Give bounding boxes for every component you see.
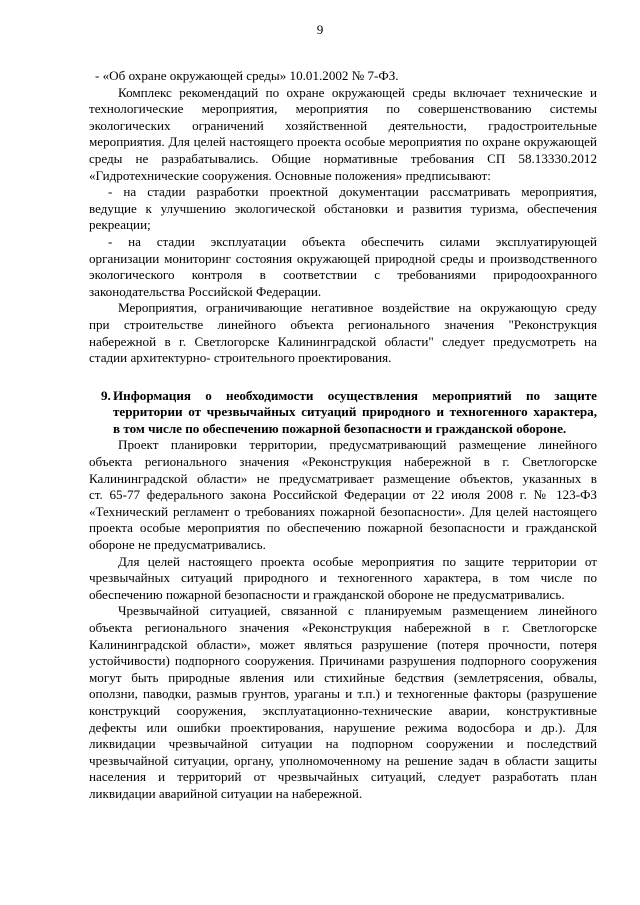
text-line: Калининградской области» не предусматривает размещение объектов, указанных в — [89, 470, 597, 486]
text-line: Мероприятия, ограничивающие негативное воздействие на окружающую среду — [118, 300, 597, 316]
text-line: «Технический регламент о требованиях пожарной безопасности». Для целей настоящего — [89, 503, 597, 519]
text-line: «Гидротехнические сооружения. Основные положения» предписывают: — [89, 167, 491, 183]
text-line: экологических ограничений хозяйственной деятельности, градостроительные — [89, 117, 597, 133]
text-line: Калининградской области», может являться разрушение (потеря прочности, потеря — [89, 636, 597, 652]
paragraph — [89, 300, 597, 366]
text-line: дефекты или ошибки проектирования, нарушение режима водосбора и др.). Для — [89, 719, 597, 735]
text-line: рекреации; — [89, 217, 151, 233]
text-line: конструкций сооружения, эксплуатационно-технические аварии, конструктивные — [89, 702, 597, 718]
text-line: Для целей настоящего проекта особые мероприятия по защите территории от — [118, 553, 597, 569]
text-line: ст. 65-77 федерального закона Российской Федерации от 22 июля 2008 г. № 123-ФЗ — [89, 487, 597, 503]
paragraph — [89, 554, 597, 604]
text-line: законодательства Российской Федерации. — [89, 283, 322, 299]
text-line: технологические мероприятия, мероприятия по совершенствованию системы — [89, 101, 597, 117]
text-line: набережной в г. Светлогорске Калининградской области" следует предусмотреть на — [89, 333, 597, 349]
heading-line: Информация о необходимости осуществления мероприятий по защите — [113, 387, 597, 403]
text-line: - на стадии эксплуатации объекта обеспечить силами эксплуатирующей — [108, 233, 597, 249]
text-line: среды не разрабатывались. Общие нормативные требования СП 58.13330.2012 — [89, 150, 597, 166]
section-number: 9. — [101, 387, 111, 403]
text-line: обеспечению пожарной безопасности и гражданской обороне не предусматривались. — [89, 586, 565, 602]
text-line: устойчивости) подпорного сооружения. Причинами разрушения подпорного сооружения — [89, 653, 597, 669]
law-reference: - «Об охране окружающей среды» 10.01.2002 № 7-ФЗ. — [95, 68, 399, 83]
text-line: чрезвычайных ситуаций природного и техногенного характера, в том числе по — [89, 570, 597, 586]
text-line: объекта регионального значения «Реконструкция набережной в г. Светлогорске — [89, 454, 597, 470]
text-line: при строительстве линейного объекта регионального значения "Реконструкция — [89, 316, 597, 332]
paragraph — [89, 85, 597, 185]
page-body — [89, 68, 597, 803]
list-item — [89, 184, 597, 234]
text-line: ликвидации чрезвычайной ситуации на подпорном сооружении и последствий — [89, 736, 597, 752]
text-line: могут быть природные явления или стихийные бедствия (землетрясения, обвалы, — [89, 669, 597, 685]
text-line: проекта особые мероприятия по обеспечению пожарной безопасности и гражданской — [89, 520, 597, 536]
text-line: населения и территорий от чрезвычайных ситуаций, следует разработать план — [89, 769, 597, 785]
section-heading — [89, 388, 597, 438]
text-line: Проект планировки территории, предусматривающий размещение линейного — [118, 437, 597, 453]
text-line: ведущие к улучшению экологической обстановки и развития туризма, обеспечения — [89, 200, 597, 216]
section-body — [89, 437, 597, 802]
section-title — [113, 388, 597, 438]
text-line: Комплекс рекомендаций по охране окружающей среды включает технические и — [118, 84, 597, 100]
page-number: 9 — [316, 22, 324, 37]
text-line: стадии архитектурно- строительного проектирования. — [89, 350, 392, 366]
list-item — [89, 234, 597, 300]
environmental-measures-section — [89, 85, 597, 367]
text-line: ликвидации аварийной ситуации на набережной. — [89, 785, 363, 801]
text-line: Чрезвычайной ситуацией, связанной с планируемым размещением линейного — [118, 603, 597, 619]
text-line: оползни, паводки, размыв грунтов, ураганы и т.п.) и техногенные факторы (разрушение — [89, 686, 597, 702]
text-line: - на стадии разработки проектной документации рассматривать мероприятия, — [108, 184, 597, 200]
heading-line: в том числе по обеспечению пожарной безопасности и гражданской обороне. — [113, 420, 567, 436]
heading-line: территории от чрезвычайных ситуаций природного и техногенного характера, — [113, 404, 597, 420]
paragraph — [89, 603, 597, 802]
text-line: организации мониторинг состояния окружающей природной среды и производственного — [89, 250, 597, 266]
text-line: объекта регионального значения «Реконструкция набережной в г. Светлогорске — [89, 620, 597, 635]
text-line: экологического контроля в соответствии с требованиями природоохранного — [89, 267, 597, 283]
text-line: мероприятия. Для целей настоящего проекта особые мероприятия по охране окружающей — [89, 134, 597, 150]
paragraph — [89, 437, 597, 553]
text-line: чрезвычайной ситуации, органу, уполномоченному на решение задач в области защиты — [89, 752, 597, 768]
text-line: обороне не предусматривались. — [89, 537, 266, 553]
